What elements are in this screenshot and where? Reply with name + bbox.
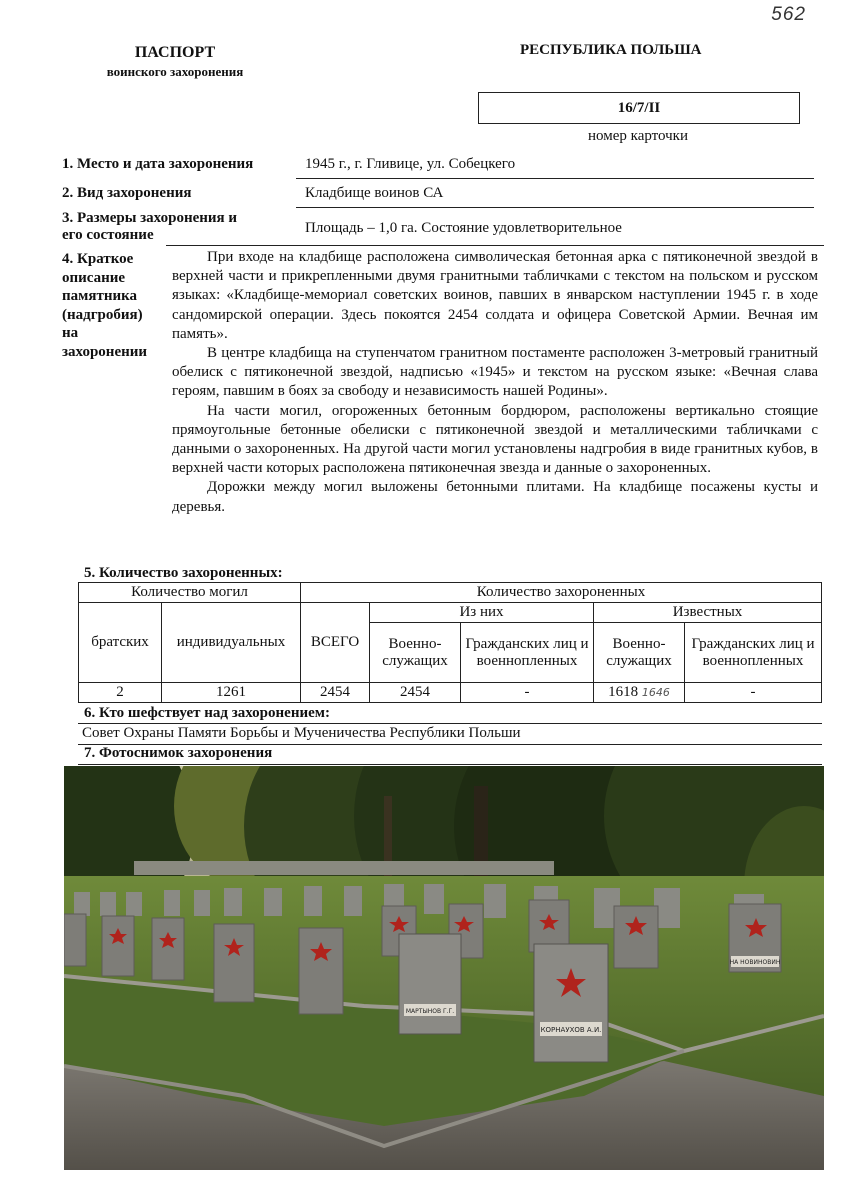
description-label-line: описание — [62, 269, 126, 286]
description-paragraph: При входе на кладбище расположена символическая бетонная арка с пятиконечной звездой в верхней части и прикрепленными двумя гранитными табличками с текстом на польском и русском языках: «Кладбище-мемориал советских воинов, павших в январском наступлении 1945 г. в ходе сандомирской операции. Здесь покоятся 2454 солдата и офицера Советской Армии. Вечная им память». — [172, 249, 818, 342]
value-total: 2454 — [301, 683, 370, 703]
plaque-text: МАРТЫНОВ Г.Г. — [405, 1008, 455, 1015]
description-label-line: (надгробия) — [62, 306, 143, 323]
document-subtitle: воинского захоронения — [106, 64, 244, 79]
size-label-line-1: 3. Размеры захоронения и — [62, 210, 238, 226]
description-label-line: памятника — [62, 288, 138, 304]
document-header — [70, 44, 280, 80]
value-military-2: 1618 — [608, 684, 639, 700]
value-military-2-cell — [594, 683, 685, 703]
divider — [296, 207, 814, 208]
header-of-them: Из них — [370, 603, 594, 623]
header-military-2: Военно-служащих — [594, 623, 685, 683]
divider — [78, 764, 822, 765]
size-label-line-2: его состояние — [62, 227, 154, 243]
page-number: 562 — [771, 4, 806, 25]
description-label — [62, 250, 172, 361]
value-mass: 2 — [79, 683, 162, 703]
description-label-line: 4. Краткое — [62, 251, 134, 267]
description-paragraph: Дорожки между могил выложены бетонными плитами. На кладбище посажены кусты и деревья. — [172, 479, 818, 515]
card-number-box: 16/7/II — [478, 92, 800, 124]
handwritten-correction: 1646 — [641, 686, 670, 699]
description-label-line: на — [62, 325, 79, 341]
description-paragraph: На части могил, огороженных бетонным бордюром, расположены вертикально стоящие прямоугольные бетонные обелиски с пятиконечной звездой и металлическими табличками с данными о захороненных. На другой части могил установлены надгробия в виде гранитных кубов, в верхней части которых расположена пятиконечная звезда и данные о захороненных. — [172, 402, 818, 477]
plaque-text: НА НОВИНОВИН — [729, 959, 781, 966]
burials-table — [78, 582, 822, 703]
plaque-text: КОРНАУХОВ А.И. — [540, 1026, 602, 1034]
header-total: ВСЕГО — [301, 603, 370, 683]
type-label: 2. Вид захоронения — [62, 185, 192, 201]
photo-title: 7. Фотоснимок захоронения — [84, 745, 273, 761]
header-military-1: Военно-служащих — [370, 623, 461, 683]
document-title: ПАСПОРТ — [134, 44, 216, 61]
burials-title: 5. Количество захороненных: — [84, 565, 283, 581]
card-number-label: номер карточки — [588, 128, 688, 144]
value-civil-2: - — [685, 683, 822, 703]
divider — [166, 245, 824, 246]
value-individual: 1261 — [162, 683, 301, 703]
header-known: Известных — [594, 603, 822, 623]
header-individual: индивидуальных — [162, 603, 301, 683]
size-label — [62, 210, 237, 244]
size-value: Площадь – 1,0 га. Состояние удовлетворительное — [305, 220, 622, 236]
description-text — [172, 248, 818, 517]
description-paragraph: В центре кладбища на ступенчатом гранитном постаменте расположен 3-метровый гранитный обелиск с пятиконечной звездой, надписью «1945» и текстом на русском языке: «Вечная слава героям, павшим в боях за свободу и независимость нашей Родины». — [172, 345, 818, 400]
header-mass: братских — [79, 603, 162, 683]
divider — [78, 723, 822, 724]
value-military-1: 2454 — [370, 683, 461, 703]
header-civil-1: Гражданских лиц и военнопленных — [461, 623, 594, 683]
patron-value: Совет Охраны Памяти Борьбы и Мученичества Республики Польши — [82, 725, 521, 741]
header-graves: Количество могил — [79, 583, 301, 603]
cemetery-photo-image — [64, 766, 824, 1170]
type-value: Кладбище воинов СА — [305, 185, 444, 201]
header-civil-2: Гражданских лиц и военнопленных — [685, 623, 822, 683]
cemetery-photo — [64, 766, 824, 1170]
header-buried: Количество захороненных — [301, 583, 822, 603]
divider — [296, 178, 814, 179]
patron-title: 6. Кто шефствует над захоронением: — [84, 705, 330, 721]
description-label-line: захоронении — [62, 343, 148, 360]
place-label: 1. Место и дата захоронения — [62, 156, 254, 172]
place-value: 1945 г., г. Гливице, ул. Собецкего — [305, 156, 516, 172]
country-title: РЕСПУБЛИКА ПОЛЬША — [520, 42, 702, 58]
value-civil-1: - — [461, 683, 594, 703]
